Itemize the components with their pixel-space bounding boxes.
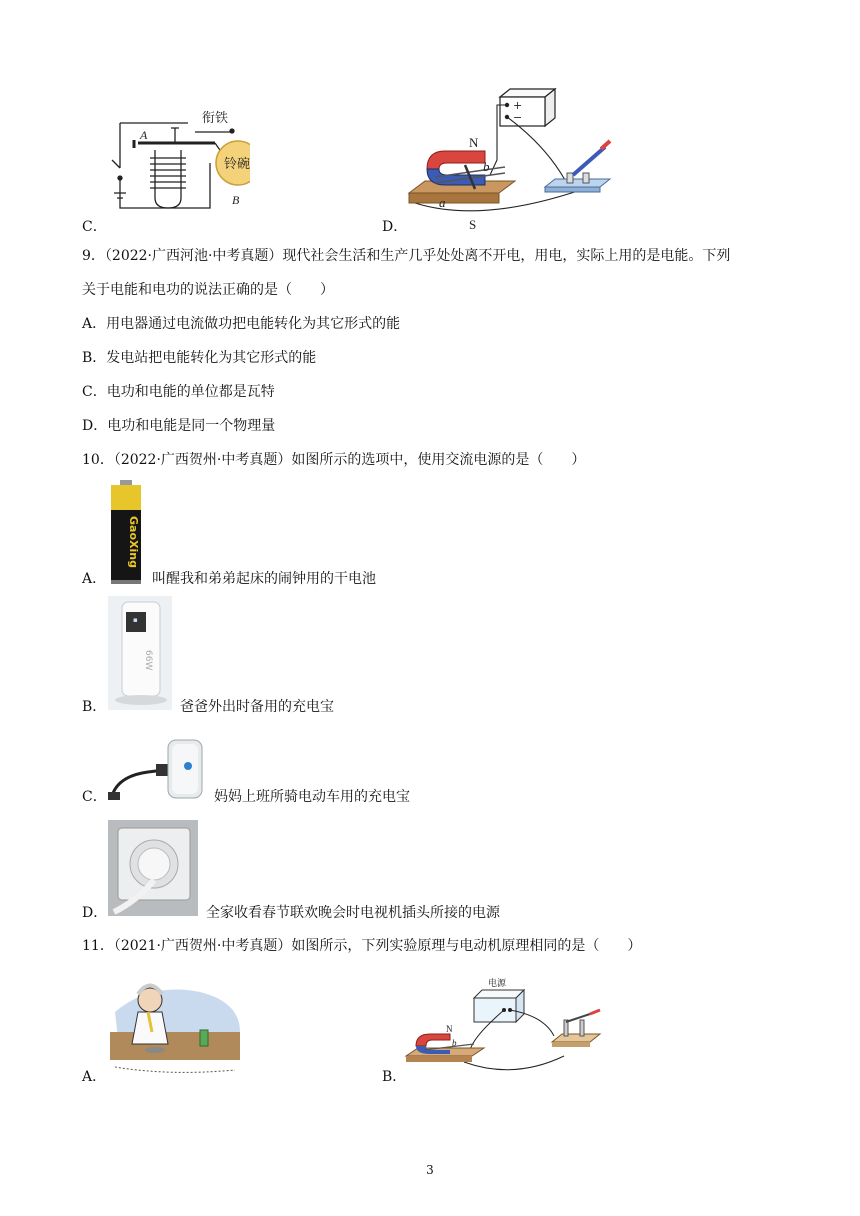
north-label-b: N: [446, 1024, 453, 1034]
q11-stem: 11．（2021·广西贺州·中考真题）如图所示，下列实验原理与电动机原理相同的是（ ）: [82, 938, 642, 954]
powerbank-image: [108, 596, 172, 710]
label-a: A: [140, 128, 148, 142]
south-label: S: [469, 217, 477, 232]
motor-principle-diagram: [405, 85, 625, 235]
q8-option-c-figure: [100, 108, 250, 218]
q11-option-a-label[interactable]: A．: [82, 1069, 107, 1085]
page-number: 3: [426, 1163, 434, 1177]
q9-option-a[interactable]: A．用电器通过电流做功把电能转化为其它形式的能: [82, 316, 401, 332]
plus-label: +: [513, 99, 523, 112]
svg-text:▪: ▪: [133, 616, 138, 624]
q9-option-d[interactable]: D．电功和电能是同一个物理量: [82, 418, 276, 434]
electric-bell-diagram: [100, 108, 250, 218]
battery-brand-text: GaoXing: [127, 516, 140, 568]
q11-option-a-figure: [110, 972, 250, 1080]
q9-option-b[interactable]: B．发电站把电能转化为其它形式的能: [82, 350, 317, 366]
powerbank-label: 66W: [143, 650, 153, 671]
q10-option-a-label[interactable]: A．: [82, 571, 107, 587]
q10-stem: 10．（2022·广西贺州·中考真题）如图所示的选项中，使用交流电源的是（ ）: [82, 452, 586, 468]
bell-label: 铃碗: [224, 156, 250, 171]
power-source-label: 电源: [488, 979, 507, 989]
q9-option-c[interactable]: C．电功和电能的单位都是瓦特: [82, 384, 275, 400]
q10-option-d-label[interactable]: D．: [82, 905, 108, 921]
q9-stem-line1: 9．（2022·广西河池·中考真题）现代社会生活和生产几乎处处离不开电，用电，实际上用的是电能。下列: [82, 248, 731, 264]
rail-b-label-b: b: [452, 1038, 457, 1048]
q9-stem-line2: 关于电能和电功的说法正确的是（ ）: [82, 282, 334, 298]
q10-option-c-text: 妈妈上班所骑电动车用的充电宝: [214, 789, 410, 805]
motor-principle-circuit: [404, 976, 614, 1076]
q11-option-b-label[interactable]: B．: [382, 1069, 407, 1085]
battery-image: [108, 480, 144, 584]
q10-option-a-text: 叫醒我和弟弟起床的闹钟用的干电池: [152, 571, 376, 587]
rail-b-label: b: [483, 159, 490, 174]
ebike-charger-image: [108, 736, 206, 804]
label-b: B: [232, 193, 240, 207]
rail-a-label: a: [439, 195, 446, 210]
scientist-experiment-illustration: [110, 972, 250, 1080]
wall-socket-image: [108, 820, 198, 916]
q8-option-d-figure: [405, 85, 625, 235]
q10-option-b-label[interactable]: B．: [82, 699, 107, 715]
armature-label: 衔铁: [202, 110, 229, 125]
q8-option-d-label[interactable]: D．: [382, 219, 408, 235]
north-label: N: [469, 135, 479, 150]
q8-option-c-label[interactable]: C．: [82, 219, 107, 235]
q11-option-b-figure: [404, 976, 614, 1076]
q10-option-b-text: 爸爸外出时备用的充电宝: [180, 699, 334, 715]
q10-option-d-text: 全家收看春节联欢晚会时电视机插头所接的电源: [206, 905, 500, 921]
minus-label: −: [513, 111, 523, 124]
q10-option-c-label[interactable]: C．: [82, 789, 107, 805]
